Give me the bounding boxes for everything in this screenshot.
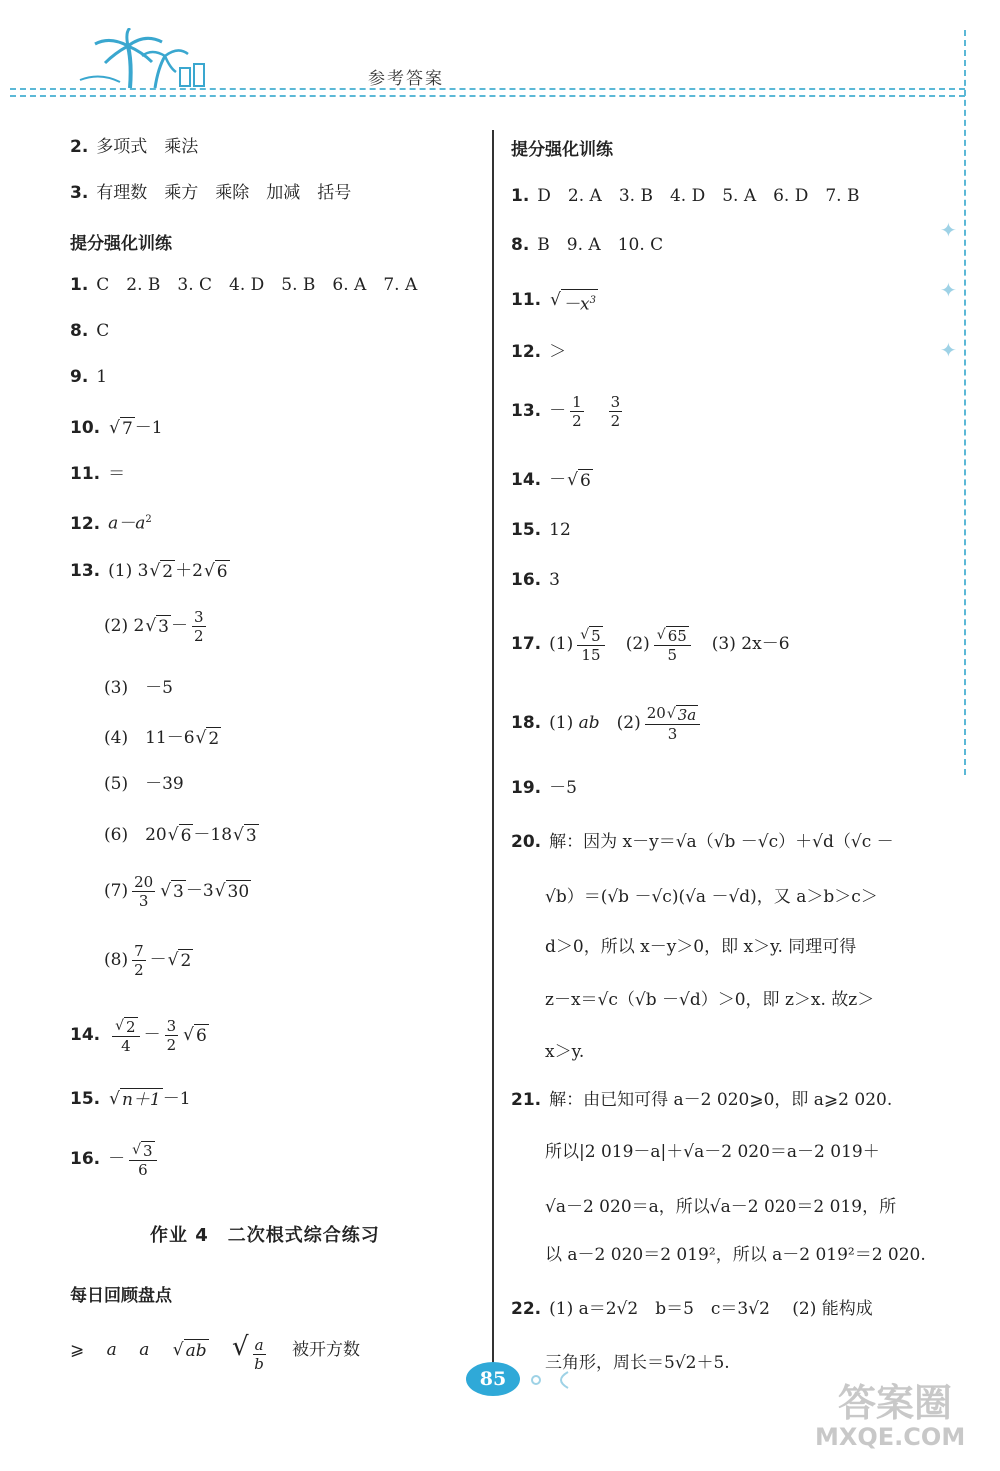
answer-2: 2. 多项式 乘法 bbox=[70, 137, 199, 157]
right-margin-divider bbox=[964, 30, 966, 775]
right-answer-8-10: 8. B 9. A 10. C bbox=[511, 235, 664, 255]
answer-13-part-2: (2) 2 √ 3 － $\frac{3}{2}$ bbox=[104, 608, 204, 645]
header-divider-top bbox=[10, 88, 965, 90]
right-answer-21: 21. 解：由已知可得 a－2 020⩾0，即 a⩾2 020. bbox=[511, 1090, 893, 1110]
page-number-decoration bbox=[528, 1370, 578, 1390]
column-divider bbox=[492, 130, 494, 1370]
right-answer-21-line-2: 所以|2 019－a|＋√a－2 020＝a－2 019＋ bbox=[545, 1142, 880, 1162]
header-decoration bbox=[70, 28, 240, 90]
answer-13-part-7: (7) $\frac{20}{3}$ √ 3 －3 √ 30 bbox=[104, 873, 250, 910]
right-answer-19: 19. －5 bbox=[511, 778, 577, 798]
answer-8: 8. C bbox=[70, 321, 110, 341]
right-answer-17: 17. (1) √ 5 15 (2) √ 65 5 (3) 2x－6 bbox=[511, 627, 790, 664]
answer-13-part-4: (4) 11－6 √ 2 bbox=[104, 728, 220, 749]
right-answer-20: 20. 解：因为 x－y＝√a（√b －√c）＋√d（√c － bbox=[511, 832, 894, 852]
right-answer-22-line-2: 三角形，周长＝5√2＋5. bbox=[545, 1353, 730, 1373]
right-answer-14: 14. － √ 6 bbox=[511, 470, 591, 491]
section-title: 作业 4 二次根式综合练习 bbox=[150, 1225, 380, 1246]
answer-12: 12. $a-a^2$ bbox=[70, 513, 152, 534]
answer-13-part-6: (6) 20 √ 6 －18 √ 3 bbox=[104, 825, 257, 846]
right-answer-16: 16. 3 bbox=[511, 570, 560, 590]
right-answer-18: 18. (1) ab (2) 20 √ 3a 3 bbox=[511, 704, 704, 743]
header-title: 参考答案 bbox=[368, 69, 444, 89]
right-answer-21-line-3: √a－2 020＝a，所以√a－2 020＝2 019，所 bbox=[545, 1197, 897, 1217]
right-answer-12: 12. ＞ bbox=[511, 342, 567, 362]
right-answer-11: 11. √ $-x^3$ bbox=[511, 290, 596, 315]
section-heading-review: 每日回顾盘点 bbox=[70, 1286, 172, 1306]
answer-15: 15. √ n＋1 －1 bbox=[70, 1089, 191, 1110]
answer-11: 11. ＝ bbox=[70, 464, 126, 484]
answer-16: 16. － √ 3 6 bbox=[70, 1140, 161, 1179]
answer-1-7: 1. C 2. B 3. C 4. D 5. B 6. A 7. A bbox=[70, 275, 418, 295]
sqrt-expression: √ 7 bbox=[109, 418, 133, 439]
right-answer-20-line-5: x＞y. bbox=[545, 1042, 585, 1062]
right-answer-21-line-4: 以 a－2 020＝2 019²，所以 a－2 019²＝2 020. bbox=[545, 1245, 926, 1265]
right-answer-1-7: 1. D 2. A 3. B 4. D 5. A 6. D 7. B bbox=[511, 186, 860, 206]
right-answer-20-line-4: z－x＝√c（√b －√d）＞0，即 z＞x. 故z＞ bbox=[545, 990, 875, 1010]
review-answers: ⩾ a a √ ab √ $\frac{a}{b}$ 被开方数 bbox=[70, 1332, 360, 1373]
answer-9: 9. 1 bbox=[70, 367, 108, 387]
right-answer-13: 13. － $\frac{1}{2}$ $\frac{3}{2}$ bbox=[511, 393, 621, 430]
palm-tree-icon bbox=[70, 28, 240, 90]
fraction: $\frac{3}{2}$ bbox=[194, 608, 204, 645]
watermark-url: MXQE.COM bbox=[815, 1423, 966, 1451]
page-number: 85 bbox=[466, 1362, 520, 1396]
answer-13-part-1: 13. (1) 3 √ 2 ＋2 √ 6 bbox=[70, 561, 228, 582]
right-answer-20-line-3: d＞0，所以 x－y＞0，即 x＞y. 同理可得 bbox=[545, 937, 857, 957]
answer-10: 10. √ 7 －1 bbox=[70, 418, 163, 439]
header-divider-bottom bbox=[10, 95, 965, 97]
right-answer-20-line-2: √b）＝(√b －√c)(√a －√d)，又 a＞b＞c＞ bbox=[545, 887, 878, 907]
answer-14: 14. √ 2 4 － $\frac{3}{2}$ √ 6 bbox=[70, 1017, 207, 1055]
right-answer-22: 22. (1) a＝2√2 b＝5 c＝3√2 (2) 能构成 bbox=[511, 1299, 873, 1319]
answer-13-part-5: (5) －39 bbox=[104, 774, 184, 794]
right-answer-15: 15. 12 bbox=[511, 520, 571, 540]
answer-13-part-8: (8) $\frac{7}{2}$ － √ 2 bbox=[104, 942, 192, 979]
star-decoration: ✦ ✦ ✦ bbox=[940, 218, 957, 362]
answer-3: 3. 有理数 乘方 乘除 加减 括号 bbox=[70, 183, 352, 203]
answer-13-part-3: (3) －5 bbox=[104, 678, 173, 698]
watermark-logo: 答案圈 bbox=[838, 1381, 953, 1425]
right-section-heading-training: 提分强化训练 bbox=[511, 140, 613, 160]
section-heading-training: 提分强化训练 bbox=[70, 234, 172, 254]
